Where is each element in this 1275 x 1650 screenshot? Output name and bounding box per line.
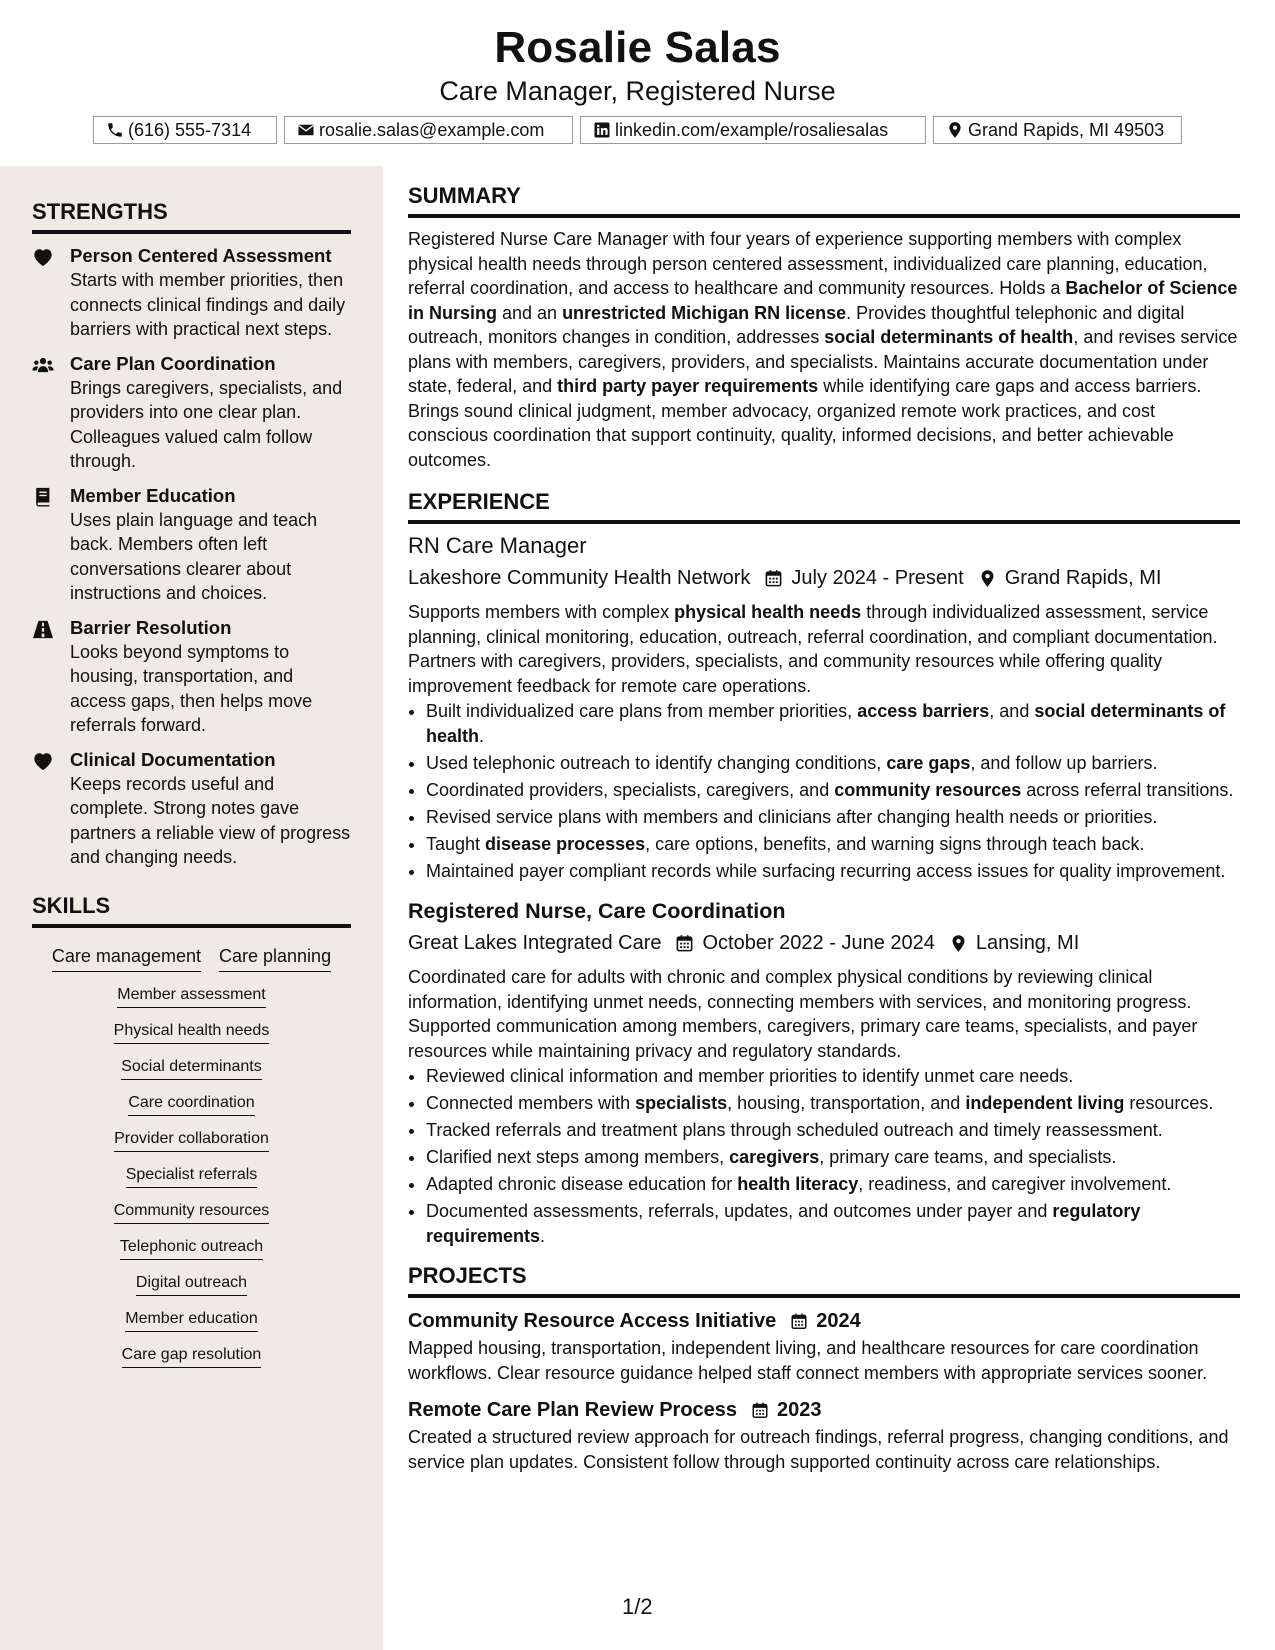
contact-linkedin-text: linkedin.com/example/rosaliesalas <box>615 119 889 140</box>
calendar-icon <box>790 1312 808 1331</box>
envelope-icon <box>297 121 315 139</box>
contact-email-text: rosalie.salas@example.com <box>319 119 545 140</box>
contact-linkedin[interactable] <box>580 116 926 144</box>
summary-heading: SUMMARY <box>408 182 1240 218</box>
job-bullet: • Tracked referrals and treatment plans through scheduled outreach and timely reassessment. <box>426 1118 1240 1143</box>
project-desc: Created a structured review approach for outreach findings, referral progress, changing conditions, and service plan updates. Consistent follow through supported continuity across care relationships. <box>408 1427 1229 1472</box>
strength-title: Barrier Resolution <box>70 616 232 638</box>
project-year: 2023 <box>777 1399 822 1421</box>
job-location: Lansing, MI <box>975 932 1080 954</box>
skill-tag: Specialist referrals <box>126 1166 258 1188</box>
phone-icon <box>106 121 124 139</box>
calendar-icon <box>751 1401 769 1420</box>
strength-item <box>32 244 351 342</box>
skill-tag: Care management <box>52 944 201 972</box>
sidebar <box>0 166 383 1650</box>
skills-list <box>32 944 351 1368</box>
candidate-title: Care Manager, Registered Nurse <box>439 76 836 106</box>
strength-title: Care Plan Coordination <box>70 352 276 374</box>
skill-tag: Telephonic outreach <box>120 1238 263 1260</box>
job-bullet: • Revised service plans with members and clinicians after changing health needs or priorities. <box>426 805 1240 830</box>
job-bullet: • Reviewed clinical information and member priorities to identify unmet care needs. <box>426 1064 1240 1089</box>
contact-bar <box>0 116 1275 144</box>
skill-tag: Social determinants <box>121 1058 262 1080</box>
skill-tag: Provider collaboration <box>114 1130 269 1152</box>
job-dates: October 2022 - June 2024 <box>702 932 935 954</box>
page-number: 1/2 <box>622 1594 653 1619</box>
map-pin-icon <box>946 121 964 139</box>
strength-desc: Uses plain language and teach back. Members often left conversations clearer about instructions and choices. <box>70 509 318 603</box>
job-meta <box>408 930 1240 956</box>
strength-item <box>32 352 351 474</box>
strength-item <box>32 748 351 870</box>
heart-icon <box>32 751 54 771</box>
skill-tag: Care coordination <box>128 1094 254 1116</box>
book-icon <box>32 487 54 507</box>
project-entry <box>408 1397 1240 1474</box>
project-header <box>408 1308 1240 1334</box>
map-pin-icon <box>949 934 968 953</box>
job-bullet: • Used telephonic outreach to identify changing conditions, care gaps, and follow up barriers. <box>426 751 1240 776</box>
project-title: Community Resource Access Initiative <box>408 1310 777 1332</box>
job-entry <box>408 532 1240 883</box>
job-bullet: • Connected members with specialists, housing, transportation, and independent living resources. <box>426 1091 1240 1116</box>
skill-tag: Digital outreach <box>136 1274 247 1296</box>
strength-title: Clinical Documentation <box>70 748 276 770</box>
summary-text: Registered Nurse Care Manager with four years of experience supporting members with complex physical health needs through person centered assessment, individualized care planning, education, referral coordination, and access to healthcare and community resources. Holds a Bachelor of Science in Nursing and an unrestricted Michigan RN license. Provides thoughtful telephonic and digital outreach, monitors changes in condition, addresses social determinants of health, and revises service plans with members, caregivers, providers, and specialists. Maintains accurate documentation under state, federal, and third party payer requirements while identifying care gaps and access barriers. Brings sound clinical judgment, member advocacy, organized remote work practices, and cost conscious coordination that support continuity, quality, informed decisions, and better achievable outcomes. <box>408 229 1238 470</box>
experience-heading: EXPERIENCE <box>408 488 1240 524</box>
strengths-heading: STRENGTHS <box>32 198 351 234</box>
projects-heading: PROJECTS <box>408 1262 1240 1298</box>
main-content <box>408 166 1240 1474</box>
job-bullets <box>408 1064 1240 1248</box>
job-description: Supports members with complex physical health needs through individualized assessment, service planning, clinical monitoring, education, outreach, referral coordination, and compliant documentation. Partners with caregivers, providers, specialists, and community resources while offering quality improvement feedback for remote care operations. <box>408 602 1218 696</box>
calendar-icon <box>675 934 694 953</box>
job-bullet: • Adapted chronic disease education for health literacy, readiness, and caregiver involvement. <box>426 1172 1240 1197</box>
skill-tag: Physical health needs <box>114 1022 270 1044</box>
job-bullet: • Coordinated providers, specialists, caregivers, and community resources across referral transitions. <box>426 778 1240 803</box>
strength-title: Member Education <box>70 484 236 506</box>
job-dates: July 2024 - Present <box>791 567 964 589</box>
users-icon <box>32 355 54 375</box>
project-desc: Mapped housing, transportation, independent living, and healthcare resources for care coordination workflows. Clear resource guidance helped staff connect members with appropriate services sooner. <box>408 1338 1208 1383</box>
road-icon <box>32 619 54 639</box>
strength-desc: Brings caregivers, specialists, and providers into one clear plan. Colleagues valued calm follow through. <box>70 377 343 471</box>
job-bullet: • Maintained payer compliant records while surfacing recurring access issues for quality improvement. <box>426 859 1240 884</box>
strength-item <box>32 484 351 606</box>
contact-location-text: Grand Rapids, MI 49503 <box>968 119 1165 140</box>
candidate-name: Rosalie Salas <box>494 23 781 72</box>
contact-email[interactable] <box>284 116 573 144</box>
skill-tag: Care gap resolution <box>122 1346 262 1368</box>
job-title: RN Care Manager <box>408 533 587 558</box>
skill-tag: Community resources <box>114 1202 270 1224</box>
job-location: Grand Rapids, MI <box>1004 567 1162 589</box>
skill-tag: Member assessment <box>117 986 266 1008</box>
project-title: Remote Care Plan Review Process <box>408 1399 738 1421</box>
contact-location <box>933 116 1182 144</box>
resume-header <box>0 0 1275 144</box>
project-year: 2024 <box>816 1310 861 1332</box>
job-bullets <box>408 699 1240 883</box>
strength-item <box>32 616 351 738</box>
job-meta <box>408 565 1240 591</box>
strength-desc: Starts with member priorities, then connects clinical findings and daily barriers with practical next steps. <box>70 270 346 339</box>
project-entry <box>408 1308 1240 1385</box>
job-entry <box>408 897 1240 1248</box>
job-bullet: • Built individualized care plans from member priorities, access barriers, and social determinants of health. <box>426 699 1240 748</box>
job-bullet: • Taught disease processes, care options, benefits, and warning signs through teach back. <box>426 832 1240 857</box>
job-description: Coordinated care for adults with chronic and complex physical conditions by reviewing clinical information, identifying unmet needs, connecting members with services, and monitoring progress. Supported communication among members, caregivers, primary care teams, specialists, and payer resources while maintaining privacy and regulatory standards. <box>408 967 1198 1061</box>
map-pin-icon <box>978 569 997 588</box>
job-title: Registered Nurse, Care Coordination <box>408 899 786 923</box>
job-company: Lakeshore Community Health Network <box>408 567 751 589</box>
project-header <box>408 1397 1240 1423</box>
job-company: Great Lakes Integrated Care <box>408 932 662 954</box>
strength-desc: Looks beyond symptoms to housing, transportation, and access gaps, then helps move referrals forward. <box>70 641 313 735</box>
calendar-icon <box>764 569 783 588</box>
job-bullet: • Documented assessments, referrals, updates, and outcomes under payer and regulatory requirements. <box>426 1199 1240 1248</box>
skill-tag: Member education <box>125 1310 258 1332</box>
contact-phone[interactable] <box>93 116 277 144</box>
linkedin-icon <box>593 121 611 139</box>
strength-desc: Keeps records useful and complete. Strong notes gave partners a reliable view of progress and changing needs. <box>70 773 351 867</box>
contact-phone-text: (616) 555-7314 <box>128 119 252 140</box>
job-bullet: • Clarified next steps among members, caregivers, primary care teams, and specialists. <box>426 1145 1240 1170</box>
heart-icon <box>32 247 54 267</box>
strength-title: Person Centered Assessment <box>70 245 332 266</box>
skills-heading: SKILLS <box>32 892 351 928</box>
skill-tag: Care planning <box>219 944 331 972</box>
